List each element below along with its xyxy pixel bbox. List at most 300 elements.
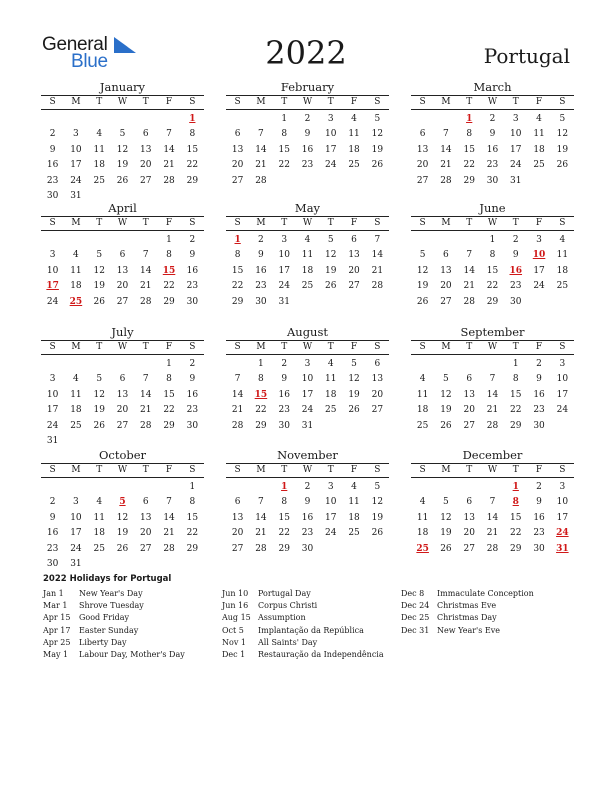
day-cell: 10 [46,265,59,276]
day-cell: 2 [281,359,288,369]
day-cell: 22 [463,160,475,171]
weekday-label: F [535,218,543,228]
weekday-label: W [117,218,128,228]
holiday-column [222,588,384,661]
day-cell: 5 [119,129,126,140]
day-grid [41,478,204,572]
day-cell: 5 [96,250,103,261]
day-cell: 27 [140,175,152,186]
day-cell: 23 [255,281,267,292]
day-cell: 16 [46,160,59,171]
day-cell: 22 [186,160,199,171]
logo-blue-text: Blue [71,51,108,72]
day-cell: 27 [463,543,475,554]
day-cell: 20 [416,160,429,171]
day-cell: 12 [93,389,105,400]
month-name: February [280,80,335,94]
day-cell: 14 [486,389,499,400]
day-cell: 24 [533,281,545,292]
weekday-label: S [234,342,241,352]
holiday-item [222,612,384,624]
holiday-day-cell: 17 [46,281,59,292]
day-cell: 7 [142,374,149,385]
weekday-label: F [350,342,358,352]
day-cell: 26 [371,528,384,539]
weekday-label: S [49,218,56,228]
holiday-item [401,612,534,624]
empty-day-cell [41,357,64,372]
empty-day-cell [458,480,481,495]
day-cell: 19 [93,405,105,416]
day-cell: 18 [556,265,569,276]
day-cell: 19 [116,160,129,171]
day-cell: 12 [371,129,384,140]
day-cell: 30 [255,296,267,307]
day-cell: 3 [512,114,519,124]
day-cell: 11 [348,497,360,508]
weekday-label: T [96,342,103,352]
weekday-label: S [419,465,426,475]
month-june [411,201,574,310]
weekday-label: S [234,465,241,475]
day-cell: 11 [70,265,82,276]
weekday-label: T [512,342,519,352]
empty-day-cell [64,480,87,495]
day-cell: 14 [163,144,175,155]
day-cell: 6 [119,250,126,261]
month-name: April [108,201,137,215]
day-cell: 11 [70,389,82,400]
day-cell: 1 [512,359,519,369]
day-cell: 18 [325,389,337,400]
day-cell: 15 [510,389,522,400]
weekday-label: T [466,465,473,475]
day-cell: 24 [46,420,59,431]
holiday-name: Implantação da República [258,625,364,635]
day-cell: 20 [116,405,129,416]
day-cell: 6 [419,129,426,140]
day-cell: 15 [278,144,290,155]
day-cell: 14 [486,512,499,523]
day-cell: 29 [486,296,499,307]
day-cell: 28 [486,543,499,554]
weekday-label: F [165,97,173,107]
day-cell: 25 [348,528,360,539]
day-cell: 12 [325,250,337,261]
empty-day-cell [64,233,87,248]
day-cell: 29 [163,420,175,431]
day-cell: 19 [93,281,105,292]
weekday-label: W [487,97,498,107]
day-cell: 13 [416,144,429,155]
day-cell: 19 [440,528,452,539]
day-cell: 12 [371,497,384,508]
weekday-label: T [327,97,334,107]
weekday-label: M [256,465,266,475]
weekday-label: S [189,342,196,352]
holiday-day-cell: 5 [119,497,126,508]
day-cell: 26 [440,420,452,431]
day-cell: 28 [255,543,267,554]
day-cell: 6 [466,374,473,385]
day-cell: 20 [140,528,152,539]
day-cell: 4 [304,235,311,245]
empty-day-cell [481,357,504,372]
holiday-day-cell: 1 [281,482,288,492]
weekday-label: F [165,465,173,475]
day-cell: 30 [278,420,290,431]
weekday-label: W [487,465,498,475]
month-july [41,325,204,449]
holiday-day-cell: 10 [532,250,546,261]
day-cell: 13 [371,374,384,385]
day-grid [226,110,389,189]
day-cell: 26 [416,296,429,307]
day-cell: 24 [46,296,59,307]
holiday-day-cell: 24 [556,528,569,539]
day-cell: 22 [163,405,175,416]
day-cell: 22 [163,281,175,292]
day-cell: 6 [234,497,241,508]
day-cell: 28 [255,175,267,186]
day-cell: 2 [189,359,196,369]
day-cell: 26 [325,281,337,292]
month-name: March [473,80,512,94]
day-cell: 26 [116,543,129,554]
holiday-date: Dec 24 [401,601,430,611]
day-cell: 22 [510,405,522,416]
day-cell: 1 [258,359,264,369]
day-cell: 13 [463,389,475,400]
day-cell: 28 [140,296,152,307]
day-cell: 24 [301,405,314,416]
day-cell: 14 [140,265,152,276]
holiday-date: Jun 10 [222,589,249,598]
day-cell: 26 [440,543,452,554]
holiday-name: All Saints' Day [258,637,318,647]
day-cell: 18 [301,265,314,276]
day-cell: 8 [189,129,196,140]
day-cell: 30 [46,558,59,569]
weekday-label: S [419,342,426,352]
day-cell: 1 [189,482,196,492]
day-cell: 7 [166,129,172,140]
day-cell: 5 [559,114,566,124]
day-cell: 2 [489,114,496,124]
day-cell: 9 [281,374,288,385]
holiday-name: Christmas Eve [437,601,497,611]
day-cell: 27 [348,281,360,292]
day-cell: 15 [278,512,290,523]
day-cell: 23 [301,528,314,539]
day-cell: 3 [559,482,566,492]
holiday-item [43,600,185,612]
day-cell: 31 [70,190,82,201]
holiday-item [222,637,384,649]
day-cell: 12 [556,129,569,140]
day-cell: 8 [189,497,196,508]
empty-day-cell [249,112,272,127]
day-cell: 28 [231,420,244,431]
weekday-label: S [189,465,196,475]
weekday-label: F [350,97,358,107]
day-cell: 29 [510,543,522,554]
holiday-day-cell: 15 [254,389,268,400]
holiday-item [222,600,384,612]
day-cell: 22 [278,528,290,539]
day-cell: 3 [536,235,542,245]
holiday-item [222,625,384,637]
day-cell: 21 [371,265,384,276]
day-cell: 15 [186,512,199,523]
day-cell: 24 [70,175,82,186]
day-cell: 18 [533,144,545,155]
day-cell: 23 [186,281,199,292]
day-cell: 4 [96,129,103,140]
day-cell: 30 [510,296,522,307]
day-cell: 19 [556,144,569,155]
weekday-label: W [487,218,498,228]
page-title-year: 2022 [265,34,347,72]
day-cell: 28 [163,175,175,186]
day-cell: 2 [304,482,311,492]
weekday-label: M [71,342,81,352]
empty-day-cell [111,112,134,127]
day-cell: 17 [46,405,59,416]
empty-day-cell [111,480,134,495]
day-cell: 8 [234,250,241,261]
day-cell: 4 [96,497,103,508]
holiday-date: Jan 1 [43,589,64,598]
day-cell: 28 [140,420,152,431]
holiday-day-cell: 1 [466,114,473,124]
weekday-label: S [49,97,56,107]
day-cell: 5 [351,359,357,369]
holiday-date: Apr 15 [43,613,71,623]
holiday-name: Portugal Day [258,589,311,598]
day-cell: 19 [371,144,384,155]
empty-day-cell [41,112,64,127]
day-cell: 31 [278,296,290,307]
empty-day-cell [458,357,481,372]
empty-day-cell [157,112,180,127]
day-cell: 23 [533,528,545,539]
empty-day-cell [157,480,180,495]
day-cell: 4 [351,482,357,492]
day-cell: 3 [559,359,566,369]
day-cell: 5 [443,374,449,385]
day-cell: 6 [443,250,449,261]
day-cell: 27 [463,420,475,431]
weekday-header [411,340,574,355]
day-cell: 18 [348,144,360,155]
weekday-label: M [256,218,266,228]
day-cell: 28 [486,420,499,431]
empty-day-cell [434,357,457,372]
day-cell: 17 [533,265,545,276]
empty-day-cell [226,480,249,495]
day-cell: 5 [419,250,426,261]
day-cell: 13 [140,144,152,155]
day-cell: 25 [93,175,105,186]
month-name: January [99,80,146,94]
day-cell: 3 [73,129,79,140]
day-cell: 17 [510,144,522,155]
day-cell: 25 [70,420,82,431]
weekday-label: M [71,218,81,228]
day-cell: 29 [278,543,290,554]
day-cell: 20 [440,281,452,292]
day-cell: 15 [510,512,522,523]
day-cell: 6 [374,359,381,369]
day-cell: 24 [556,405,569,416]
day-cell: 16 [533,512,545,523]
day-cell: 11 [325,374,337,385]
day-cell: 11 [93,144,105,155]
day-cell: 6 [142,129,149,140]
day-cell: 28 [440,175,452,186]
day-cell: 15 [486,265,499,276]
holiday-date: Dec 25 [401,613,430,623]
day-cell: 10 [301,374,314,385]
day-cell: 21 [463,281,475,292]
day-cell: 29 [186,175,199,186]
day-grid [411,355,574,434]
empty-day-cell [41,480,64,495]
country-name: Portugal [483,44,570,68]
month-name: November [277,448,338,462]
day-cell: 13 [231,144,244,155]
weekday-header [226,463,389,478]
weekday-label: T [142,465,149,475]
day-cell: 25 [301,281,314,292]
weekday-label: W [302,218,313,228]
day-cell: 27 [116,296,129,307]
day-cell: 19 [416,281,429,292]
weekday-label: S [559,465,566,475]
empty-day-cell [411,233,434,248]
day-cell: 17 [70,160,82,171]
month-name: September [460,325,525,339]
day-grid [411,110,574,189]
day-cell: 25 [533,160,545,171]
day-cell: 3 [327,114,334,124]
day-cell: 7 [258,129,264,140]
day-cell: 14 [371,250,384,261]
day-cell: 5 [96,374,103,385]
day-cell: 31 [510,175,522,186]
day-cell: 24 [325,160,337,171]
weekday-label: M [256,97,266,107]
holiday-item [401,588,534,600]
day-cell: 11 [416,389,429,400]
day-cell: 6 [351,235,357,245]
day-cell: 14 [140,389,152,400]
holiday-item [401,600,534,612]
holiday-date: Apr 25 [43,637,71,647]
weekday-label: T [281,218,288,228]
weekday-label: W [117,342,128,352]
weekday-label: W [302,465,313,475]
weekday-header [411,95,574,110]
day-cell: 29 [163,296,175,307]
empty-day-cell [64,357,87,372]
day-cell: 25 [325,405,337,416]
day-cell: 27 [440,296,452,307]
day-cell: 25 [416,420,429,431]
day-cell: 10 [46,389,59,400]
day-cell: 8 [281,497,288,508]
holiday-day-cell: 1 [512,482,519,492]
day-cell: 16 [186,265,199,276]
day-cell: 12 [348,374,360,385]
weekday-header [226,340,389,355]
weekday-label: M [256,342,266,352]
day-cell: 8 [512,374,519,385]
day-cell: 18 [93,160,105,171]
weekday-label: S [374,97,381,107]
day-cell: 5 [374,482,381,492]
day-cell: 12 [116,144,129,155]
empty-day-cell [434,112,457,127]
day-cell: 5 [443,497,449,508]
day-cell: 26 [371,160,384,171]
day-grid [41,355,204,449]
day-cell: 2 [189,235,196,245]
day-cell: 14 [231,389,244,400]
empty-day-cell [88,112,111,127]
day-cell: 1 [166,235,172,245]
weekday-label: T [466,97,473,107]
day-cell: 2 [536,359,542,369]
weekday-label: M [71,97,81,107]
holiday-date: Dec 1 [222,649,246,659]
holiday-date: Dec 8 [401,589,425,598]
day-cell: 22 [231,281,244,292]
day-cell: 17 [278,265,290,276]
holiday-day-cell: 25 [416,543,429,554]
day-cell: 7 [466,250,473,261]
day-cell: 23 [510,281,522,292]
day-cell: 31 [46,435,59,446]
day-cell: 18 [416,405,429,416]
day-cell: 30 [301,543,314,554]
month-august [226,325,389,434]
empty-day-cell [41,233,64,248]
day-cell: 3 [49,250,56,261]
holiday-name: Labour Day, Mother's Day [79,649,185,659]
day-cell: 13 [231,512,244,523]
day-cell: 8 [466,129,473,140]
day-cell: 22 [278,160,290,171]
day-cell: 3 [73,497,79,508]
day-cell: 7 [234,374,241,385]
day-cell: 14 [163,512,175,523]
weekday-label: F [535,97,543,107]
day-grid [226,231,389,310]
month-april [41,201,204,310]
weekday-label: W [302,97,313,107]
day-cell: 10 [325,497,337,508]
weekday-header [41,95,204,110]
day-cell: 24 [510,160,522,171]
month-name: May [294,201,321,215]
month-name: October [98,448,147,462]
day-cell: 22 [486,281,499,292]
empty-day-cell [434,480,457,495]
day-cell: 7 [489,374,496,385]
holiday-name: New Year's Day [79,589,143,598]
